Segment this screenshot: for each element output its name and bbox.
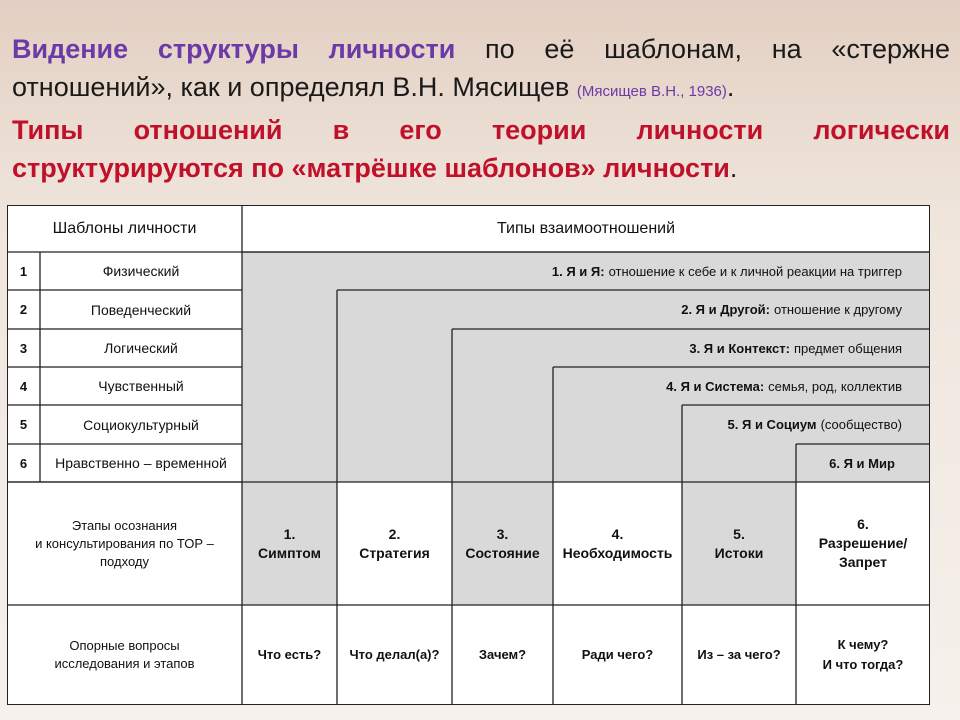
stage-cell: 1. Симптом	[258, 525, 321, 561]
relation-type: 2. Я и Другой:	[681, 302, 770, 317]
heading-highlight: Видение структуры личности	[12, 34, 456, 64]
stage-cell: 2. Стратегия	[359, 525, 430, 561]
question-cell: Ради чего?	[581, 647, 654, 662]
slide-heading	[12, 30, 950, 187]
relation-text	[689, 341, 902, 356]
template-name: Социокультурный	[83, 416, 199, 433]
relations-table	[7, 205, 930, 705]
heading-line-4	[12, 149, 950, 187]
relation-description: отношение к другому	[774, 302, 902, 317]
question-cell: Что есть?	[257, 647, 322, 662]
col-header-relations: Типы взаимоотношений	[496, 219, 676, 237]
relation-cell	[452, 329, 930, 367]
row-number: 4	[19, 378, 28, 394]
relation-cell	[796, 444, 930, 482]
template-name: Физический	[102, 263, 180, 279]
stair-column	[242, 290, 337, 482]
stair-column	[553, 405, 682, 482]
relation-cell	[337, 290, 930, 329]
relation-text	[829, 456, 899, 471]
heading-text: .	[729, 153, 738, 183]
question-cell: Из – за чего?	[697, 647, 781, 662]
relation-type: 4. Я и Система:	[666, 378, 765, 394]
relation-cell	[242, 252, 930, 290]
template-name: Логический	[104, 340, 178, 356]
heading-text: по её шаблонам, на «стержне	[455, 34, 950, 64]
heading-reference: (Мясищев В.Н., 1936)	[576, 83, 727, 100]
relation-cell	[553, 367, 930, 405]
relation-text	[666, 379, 902, 394]
stage-cell: 6. Разрешение/ Запрет	[818, 516, 908, 570]
col-header-templates: Шаблоны личности	[52, 219, 197, 237]
row-number: 1	[19, 263, 28, 279]
relation-type: 1. Я и Я:	[551, 263, 605, 279]
relation-description: семья, род, коллектив	[768, 378, 902, 394]
heading-text: отношений», как и определял В.Н. Мясищев	[12, 72, 577, 102]
stair-column	[682, 444, 796, 482]
relation-type: 5. Я и Социум	[727, 417, 817, 432]
heading-line-3	[12, 111, 950, 149]
row-number: 5	[19, 417, 28, 432]
relation-description: (сообщество)	[820, 417, 902, 432]
stages-label: Этапы осознания и консультирования по ТОР – подходу	[35, 517, 214, 569]
heading-text: .	[726, 72, 735, 102]
stage-cell: 3. Состояние	[465, 525, 540, 561]
relation-description: предмет общения	[793, 340, 902, 356]
relation-type: 3. Я и Контекст:	[689, 340, 790, 356]
relation-cell	[682, 405, 930, 444]
row-number: 6	[19, 455, 28, 471]
heading-line-2	[12, 68, 950, 111]
heading-emphasis: Типы отношений в его теории личности логически	[12, 115, 950, 145]
row-number: 2	[19, 302, 28, 317]
relation-text	[552, 264, 902, 279]
question-cell: Что делал(а)?	[349, 647, 440, 662]
template-name: Чувственный	[98, 378, 184, 394]
row-number: 3	[19, 340, 28, 356]
stair-column	[337, 329, 452, 482]
stair-column	[452, 367, 553, 482]
stage-cell: 5. Истоки	[714, 525, 764, 561]
heading-emphasis: структурируются по «матрёшке шаблонов» личности	[12, 153, 730, 183]
question-cell: К чему? И что тогда?	[822, 637, 904, 672]
stage-cell: 4. Необходимость	[562, 525, 673, 561]
template-name: Нравственно – временной	[55, 455, 227, 471]
relation-text	[728, 417, 902, 432]
questions-label: Опорные вопросы исследования и этапов	[54, 638, 195, 671]
heading-line-1	[12, 30, 950, 68]
relation-text	[681, 302, 902, 317]
question-cell: Зачем?	[478, 647, 527, 662]
template-name: Поведенческий	[90, 301, 192, 318]
relation-description: отношение к себе и к личной реакции на триггер	[608, 263, 902, 279]
relation-type: 6. Я и Мир	[829, 455, 895, 471]
